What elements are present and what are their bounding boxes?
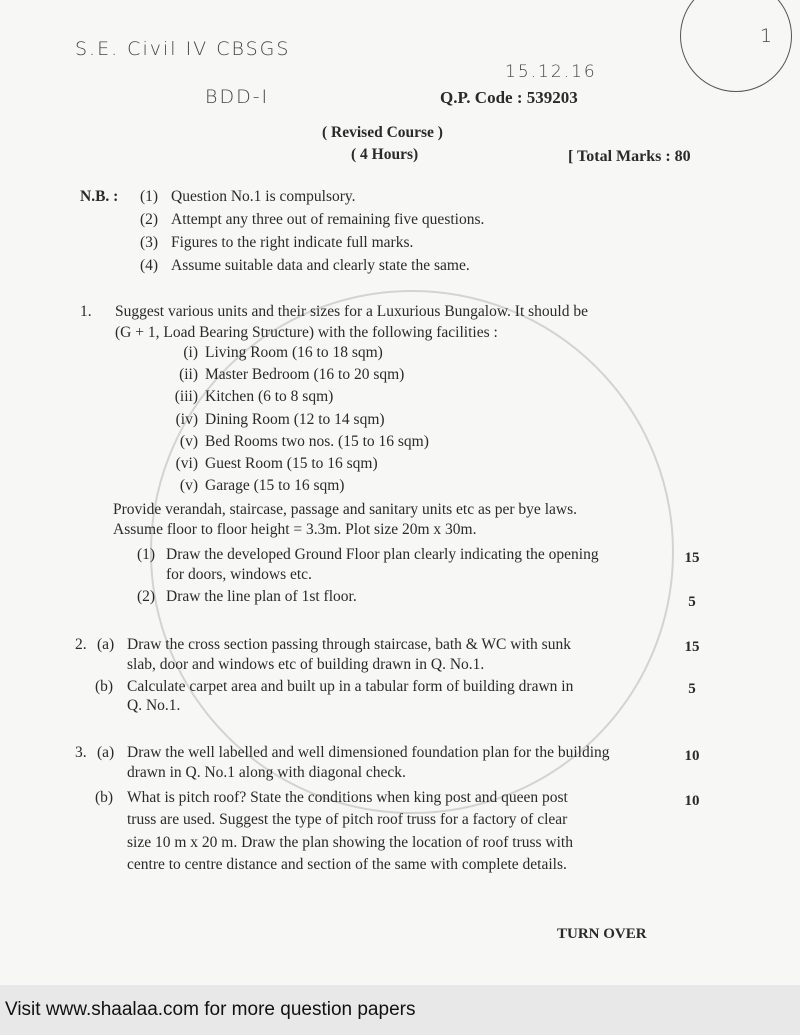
part-text: Q. No.1. — [127, 697, 181, 714]
page-number-circle — [680, 0, 792, 92]
marks: 5 — [688, 594, 696, 610]
question-text: (G + 1, Load Bearing Structure) with the following facilities : — [115, 324, 498, 341]
part-num: (a) — [97, 744, 115, 761]
nb-item: Attempt any three out of remaining five questions. — [171, 211, 485, 228]
qp-code: Q.P. Code : 539203 — [440, 88, 578, 107]
nb-label: N.B. : — [80, 188, 119, 205]
facility: Bed Rooms two nos. (15 to 16 sqm) — [205, 433, 429, 450]
nb-item: Assume suitable data and clearly state the same. — [171, 257, 470, 274]
facility: Guest Room (15 to 16 sqm) — [205, 455, 378, 472]
nb-item-num: (2) — [140, 211, 159, 228]
turn-over: TURN OVER — [557, 926, 647, 942]
handwritten-date: 15.12.16 — [505, 62, 597, 82]
facility-num: (v) — [179, 433, 198, 450]
facility-num: (vi) — [175, 455, 198, 472]
handwritten-course: S.E. Civil IV CBSGS — [75, 38, 291, 60]
question-text: Suggest various units and their sizes for a Luxurious Bungalow. It should be — [115, 303, 588, 320]
part-text: Draw the cross section passing through staircase, bath & WC with sunk — [127, 636, 571, 653]
part-text: Draw the developed Ground Floor plan clearly indicating the opening — [166, 546, 599, 563]
facility-num: (iii) — [174, 388, 198, 405]
facility-num: (iv) — [175, 411, 198, 428]
marks: 15 — [684, 550, 700, 566]
marks: 5 — [688, 681, 696, 697]
facility: Master Bedroom (16 to 20 sqm) — [205, 366, 405, 383]
part-text: slab, door and windows etc of building drawn in Q. No.1. — [127, 656, 485, 673]
part-text: for doors, windows etc. — [166, 566, 312, 583]
question-number: 3. — [75, 744, 87, 761]
part-text: centre to centre distance and section of the same with complete details. — [127, 856, 567, 873]
footer-banner — [0, 985, 800, 1035]
part-text: truss are used. Suggest the type of pitch roof truss for a factory of clear — [127, 811, 568, 828]
footer-link-text[interactable]: Visit www.shaalaa.com for more question papers — [5, 999, 416, 1020]
part-text: Calculate carpet area and built up in a tabular form of building drawn in — [127, 678, 574, 695]
nb-item-num: (4) — [140, 257, 159, 274]
question-number: 1. — [80, 303, 92, 320]
handwritten-page-number: 1 — [760, 25, 775, 47]
marks: 10 — [684, 793, 700, 809]
nb-item: Question No.1 is compulsory. — [171, 188, 356, 205]
facility-num: (v) — [179, 477, 198, 494]
revised-course: ( Revised Course ) — [322, 124, 443, 141]
part-num: (b) — [95, 789, 114, 806]
total-marks: [ Total Marks : 80 — [568, 148, 691, 165]
nb-item-num: (1) — [140, 188, 159, 205]
facility: Dining Room (12 to 14 sqm) — [205, 411, 385, 428]
part-num: (1) — [137, 546, 156, 563]
question-number: 2. — [75, 636, 87, 653]
marks: 10 — [684, 748, 700, 764]
facility: Kitchen (6 to 8 sqm) — [205, 388, 334, 405]
facility-num: (ii) — [179, 366, 198, 383]
nb-item-num: (3) — [140, 234, 159, 251]
facility: Living Room (16 to 18 sqm) — [205, 344, 383, 361]
marks: 15 — [684, 639, 700, 655]
part-num: (2) — [137, 588, 156, 605]
part-text: Draw the line plan of 1st floor. — [166, 588, 357, 605]
handwritten-subject: BDD-I — [205, 86, 270, 108]
part-num: (a) — [97, 636, 115, 653]
part-text: drawn in Q. No.1 along with diagonal check. — [127, 764, 406, 781]
part-text: What is pitch roof? State the conditions when king post and queen post — [127, 789, 568, 806]
question-text: Assume floor to floor height = 3.3m. Plot size 20m x 30m. — [113, 521, 477, 538]
duration: ( 4 Hours) — [351, 146, 419, 163]
part-num: (b) — [95, 678, 114, 695]
nb-item: Figures to the right indicate full marks. — [171, 234, 414, 251]
part-text: size 10 m x 20 m. Draw the plan showing the location of roof truss with — [127, 834, 573, 851]
part-text: Draw the well labelled and well dimensioned foundation plan for the building — [127, 744, 610, 761]
facility: Garage (15 to 16 sqm) — [205, 477, 345, 494]
question-text: Provide verandah, staircase, passage and sanitary units etc as per bye laws. — [113, 501, 577, 518]
facility-num: (i) — [183, 344, 198, 361]
